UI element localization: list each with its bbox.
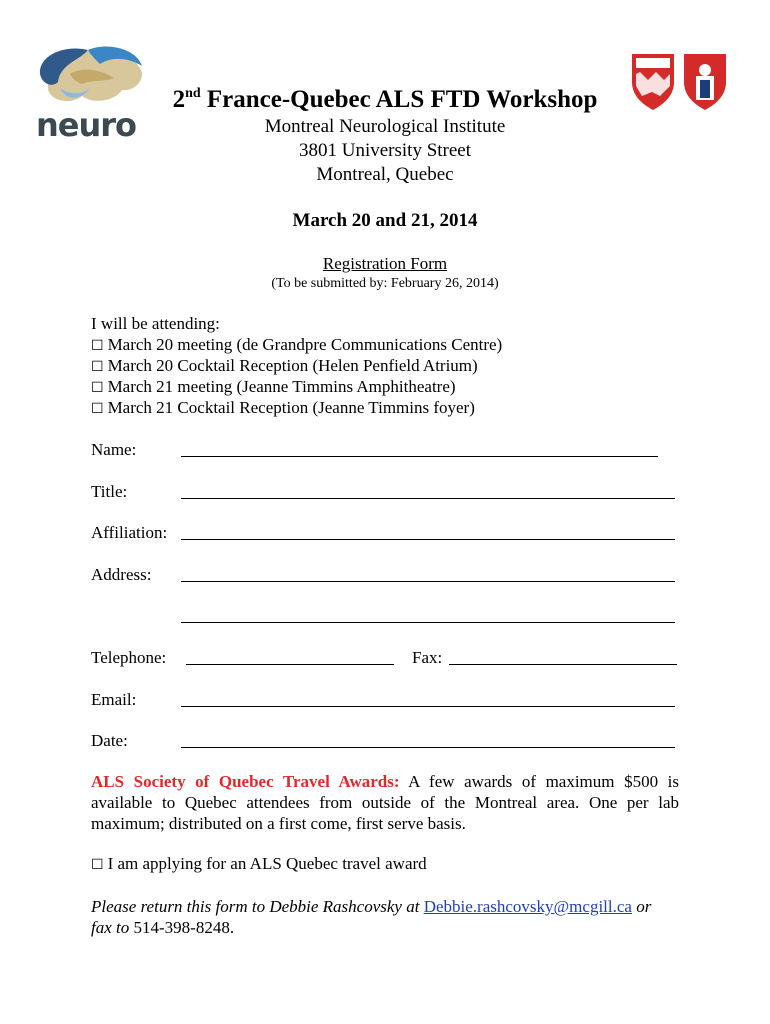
travel-awards-paragraph <box>91 771 679 834</box>
title-label: Title: <box>91 482 128 501</box>
checkbox-march20-cocktail[interactable]: ☐ <box>91 359 104 375</box>
date-field[interactable] <box>181 747 675 748</box>
form-title: Registration Form <box>322 254 448 273</box>
option-row: ☐ March 20 meeting (de Grandpre Communications Centre) <box>91 335 503 354</box>
affiliation-field[interactable] <box>181 539 675 540</box>
contact-email-link[interactable]: Debbie.rashcovsky@mcgill.ca <box>423 897 632 916</box>
email-field[interactable] <box>181 706 675 707</box>
page-title: 2nd France-Quebec ALS FTD Workshop <box>172 86 598 113</box>
option-row: ☐ March 21 meeting (Jeanne Timmins Amphitheatre) <box>91 377 456 396</box>
date-label: Date: <box>91 731 128 750</box>
telephone-field[interactable] <box>186 664 394 665</box>
neuro-wordmark: neuro <box>36 106 137 144</box>
fax-number: 514-398-8248. <box>133 918 235 937</box>
venue-street: 3801 University Street <box>298 140 472 161</box>
travel-awards-text: A few awards of maximum $500 is available to Quebec attendees from outside of the Montreal area. One per lab maximum; distributed on a first come, first serve basis. <box>91 772 679 833</box>
travel-award-label: I am applying for an ALS Quebec travel award <box>107 854 427 873</box>
fax-label: Fax: <box>412 648 443 667</box>
venue-name: Montreal Neurological Institute <box>264 116 506 137</box>
name-field[interactable] <box>181 456 658 457</box>
attending-label: I will be attending: <box>91 314 220 333</box>
title-field[interactable] <box>181 498 675 499</box>
checkbox-march20-meeting[interactable]: ☐ <box>91 338 104 354</box>
fax-field[interactable] <box>449 664 677 665</box>
checkbox-travel-award[interactable]: ☐ <box>91 857 104 873</box>
address-label: Address: <box>91 565 152 584</box>
affiliation-label: Affiliation: <box>91 523 168 542</box>
venue-city: Montreal, Quebec <box>316 164 454 185</box>
name-label: Name: <box>91 440 137 459</box>
travel-award-row <box>91 854 427 874</box>
submission-deadline: (To be submitted by: February 26, 2014) <box>271 276 499 291</box>
telephone-label: Telephone: <box>91 648 167 667</box>
option-row: ☐ March 21 Cocktail Reception (Jeanne Timmins foyer) <box>91 398 475 417</box>
checkbox-march21-meeting[interactable]: ☐ <box>91 380 104 396</box>
option-row: ☐ March 20 Cocktail Reception (Helen Penfield Atrium) <box>91 356 478 375</box>
return-instructions: Please return this form to Debbie Rashcovsky at Debbie.rashcovsky@mcgill.ca or fax to 514-398-8248. <box>91 897 652 937</box>
travel-awards-heading: ALS Society of Quebec Travel Awards: <box>91 772 400 791</box>
address-field-line1[interactable] <box>181 581 675 582</box>
address-field-line2[interactable] <box>181 622 675 623</box>
event-dates: March 20 and 21, 2014 <box>292 210 478 231</box>
email-label: Email: <box>91 690 137 709</box>
checkbox-march21-cocktail[interactable]: ☐ <box>91 401 104 417</box>
